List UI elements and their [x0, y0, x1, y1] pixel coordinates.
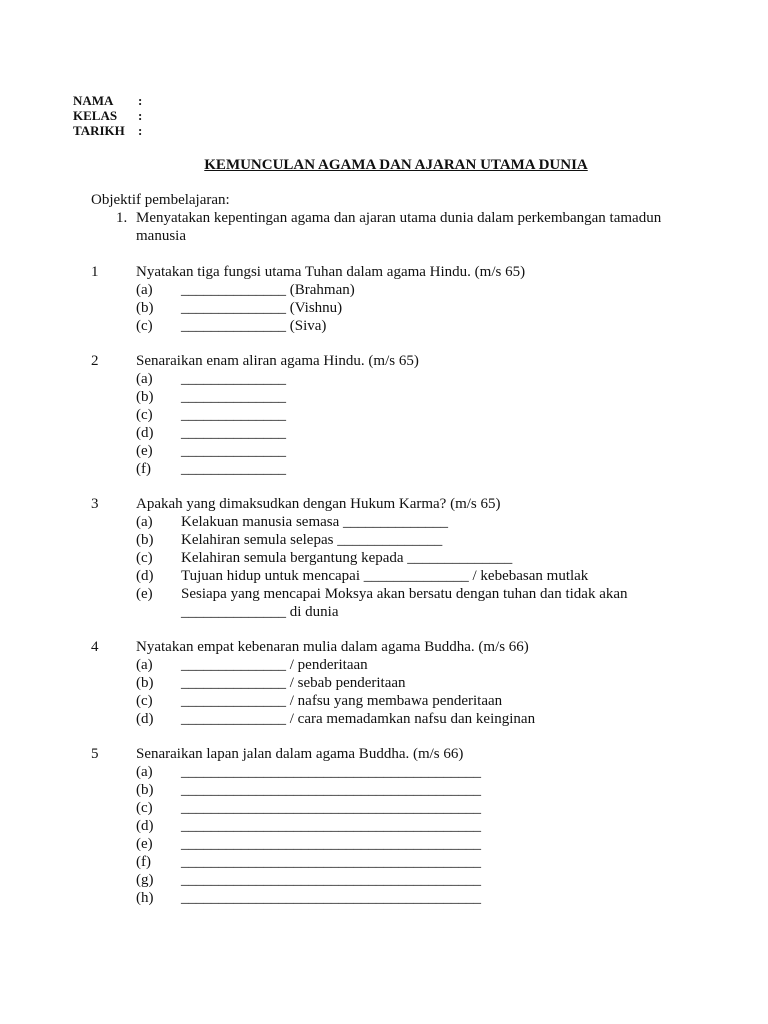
- answer-blank: ______________: [181, 425, 286, 441]
- answer-blank: ______________: [181, 407, 286, 423]
- answer-text: Sesiapa yang mencapai Moksya akan bersatu dengan tuhan dan tidak akan: [181, 586, 628, 602]
- item-label: (b): [136, 300, 154, 316]
- answer-blank: ________________________________________: [181, 854, 481, 870]
- item-label: (b): [136, 782, 154, 798]
- answer-blank: ______________: [181, 461, 286, 477]
- item-label: (b): [136, 532, 154, 548]
- item-label: (a): [136, 764, 153, 780]
- answer-blank: ________________________________________: [181, 872, 481, 888]
- item-label: (a): [136, 657, 153, 673]
- date-label: TARIKH: [73, 123, 125, 138]
- item-label: (d): [136, 425, 154, 441]
- answer-blank: ________________________________________: [181, 764, 481, 780]
- question-number: 3: [91, 496, 99, 512]
- item-label: (c): [136, 407, 153, 423]
- question-number: 5: [91, 746, 99, 762]
- answer-blank: ______________ (Vishnu): [181, 300, 343, 316]
- item-label: (d): [136, 818, 154, 834]
- question-number: 2: [91, 353, 99, 369]
- item-label: (b): [136, 675, 154, 691]
- answer-text: Kelahiran semula selepas ______________: [181, 532, 443, 548]
- item-label: (h): [136, 890, 154, 906]
- question-prompt: Senaraikan enam aliran agama Hindu. (m/s 65): [136, 353, 419, 369]
- answer-text: Kelakuan manusia semasa ______________: [181, 514, 449, 530]
- item-label: (e): [136, 443, 153, 459]
- objective-heading: Objektif pembelajaran:: [91, 192, 230, 208]
- item-label: (d): [136, 711, 154, 727]
- class-label: KELAS: [73, 108, 118, 123]
- answer-blank: ______________ (Brahman): [181, 282, 355, 298]
- item-label: (d): [136, 568, 154, 584]
- answer-text: Tujuan hidup untuk mencapai ______________ / kebebasan mutlak: [181, 568, 589, 584]
- answer-blank: ________________________________________: [181, 782, 481, 798]
- question-prompt: Senaraikan lapan jalan dalam agama Buddha. (m/s 66): [136, 746, 464, 762]
- item-label: (c): [136, 318, 153, 334]
- item-label: (e): [136, 586, 153, 602]
- answer-blank: ________________________________________: [181, 890, 481, 906]
- answer-text-continued: ______________ di dunia: [181, 604, 339, 620]
- item-label: (g): [136, 872, 154, 888]
- item-label: (c): [136, 550, 153, 566]
- answer-blank: ________________________________________: [181, 836, 481, 852]
- item-label: (c): [136, 800, 153, 816]
- page-title: KEMUNCULAN AGAMA DAN AJARAN UTAMA DUNIA: [204, 157, 588, 173]
- answer-text: ______________ / cara memadamkan nafsu dan keinginan: [181, 711, 536, 727]
- item-label: (a): [136, 282, 153, 298]
- item-label: (f): [136, 854, 151, 870]
- item-label: (a): [136, 514, 153, 530]
- question-number: 1: [91, 264, 99, 280]
- objective-text-line-2: manusia: [136, 228, 186, 244]
- date-colon: :: [138, 123, 143, 138]
- question-prompt: Apakah yang dimaksudkan dengan Hukum Karma? (m/s 65): [136, 496, 501, 512]
- question-number: 4: [91, 639, 99, 655]
- item-label: (b): [136, 389, 154, 405]
- answer-blank: ______________: [181, 389, 286, 405]
- class-colon: :: [138, 108, 143, 123]
- item-label: (e): [136, 836, 153, 852]
- name-colon: :: [138, 93, 143, 108]
- answer-blank: ______________ (Siva): [181, 318, 327, 334]
- answer-text: ______________ / nafsu yang membawa penderitaan: [181, 693, 503, 709]
- objective-number: 1.: [116, 210, 128, 226]
- answer-text: Kelahiran semula bergantung kepada ______________: [181, 550, 513, 566]
- item-label: (a): [136, 371, 153, 387]
- question-prompt: Nyatakan tiga fungsi utama Tuhan dalam agama Hindu. (m/s 65): [136, 264, 526, 280]
- answer-blank: ______________: [181, 371, 286, 387]
- objective-text-line-1: Menyatakan kepentingan agama dan ajaran utama dunia dalam perkembangan tamadun: [136, 210, 662, 226]
- answer-blank: ________________________________________: [181, 818, 481, 834]
- name-label: NAMA: [73, 93, 114, 108]
- item-label: (f): [136, 461, 151, 477]
- answer-text: ______________ / sebab penderitaan: [181, 675, 406, 691]
- answer-text: ______________ / penderitaan: [181, 657, 368, 673]
- answer-blank: ______________: [181, 443, 286, 459]
- item-label: (c): [136, 693, 153, 709]
- answer-blank: ________________________________________: [181, 800, 481, 816]
- question-prompt: Nyatakan empat kebenaran mulia dalam agama Buddha. (m/s 66): [136, 639, 529, 655]
